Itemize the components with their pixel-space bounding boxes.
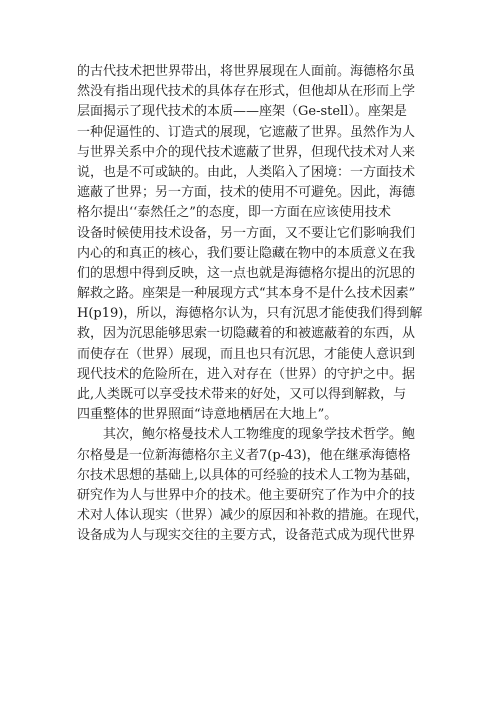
- text-line: 设备时候使用技术设备，另一方面，又不要让它们影响我们: [77, 225, 416, 241]
- text-line: 现代技术的危险所在，进入对存在（世界）的守护之中。据: [77, 366, 416, 382]
- text-line: 一种促逼性的、订造式的展现，它遮蔽了世界。虽然作为人: [77, 124, 416, 140]
- paragraph-1: [77, 62, 429, 425]
- text-line: 的古代技术把世界带出，将世界展现在人面前。海德格尔虽: [77, 64, 416, 79]
- text-line: 术对人体认现实（世界）减少的原因和补救的措施。在现代，: [77, 508, 429, 524]
- text-line: 四重整体的世界照面“诗意地栖居在大地上”。: [77, 407, 338, 423]
- text-line: 说，也是不可或缺的。由此，人类陷入了困境：一方面技术: [77, 164, 416, 180]
- text-line: 然没有指出现代技术的具体存在形式，但他却从在形而上学: [77, 84, 416, 100]
- text-line: 研究作为人与世界中介的技术。他主要研究了作为中介的技: [77, 487, 416, 503]
- text-line: H(p19)，所以，海德格尔认为，只有沉思才能使我们得到解: [77, 306, 423, 322]
- text-line: 此,人类既可以享受技术带来的好处，又可以得到解救，与: [77, 387, 407, 402]
- text-line: 遮蔽了世界；另一方面，技术的使用不可避免。因此，海德: [77, 185, 416, 201]
- text-line: 解救之路。座架是一种展现方式“其本身不是什么技术因素”: [77, 286, 416, 302]
- text-line: 尔技术思想的基础上,以具体的可经验的技术人工物为基础，: [77, 467, 420, 483]
- text-line: 设备成为人与现实交往的主要方式，设备范式成为现代世界: [77, 528, 416, 544]
- text-line: 与世界关系中介的现代技术遮蔽了世界，但现代技术对人来: [77, 144, 416, 160]
- text-line: 其次，鲍尔格曼技术人工物维度的现象学技术哲学。鲍: [77, 427, 416, 443]
- text-line: 层面揭示了现代技术的本质——座架（Ge-stell）。座架是: [77, 104, 407, 120]
- body-text: [77, 62, 429, 547]
- text-line: 们的思想中得到反映，这一点也就是海德格尔提出的沉思的: [77, 265, 416, 281]
- text-line: 格尔提出‘‘泰然任之”的态度，即一方面在应该使用技术: [77, 205, 391, 221]
- paragraph-2: [77, 425, 429, 546]
- text-line: 救，因为沉思能够思索一切隐藏着的和被遮蔽着的东西，从: [77, 326, 416, 342]
- text-line: 尔格曼是一位新海德格尔主义者7(p-43)，他在继承海德格: [77, 447, 411, 463]
- text-line: 而使存在（世界）展现，而且也只有沉思，才能使人意识到: [77, 346, 416, 362]
- text-line: 内心的和真正的核心，我们要让隐藏在物中的本质意义在我: [77, 245, 416, 261]
